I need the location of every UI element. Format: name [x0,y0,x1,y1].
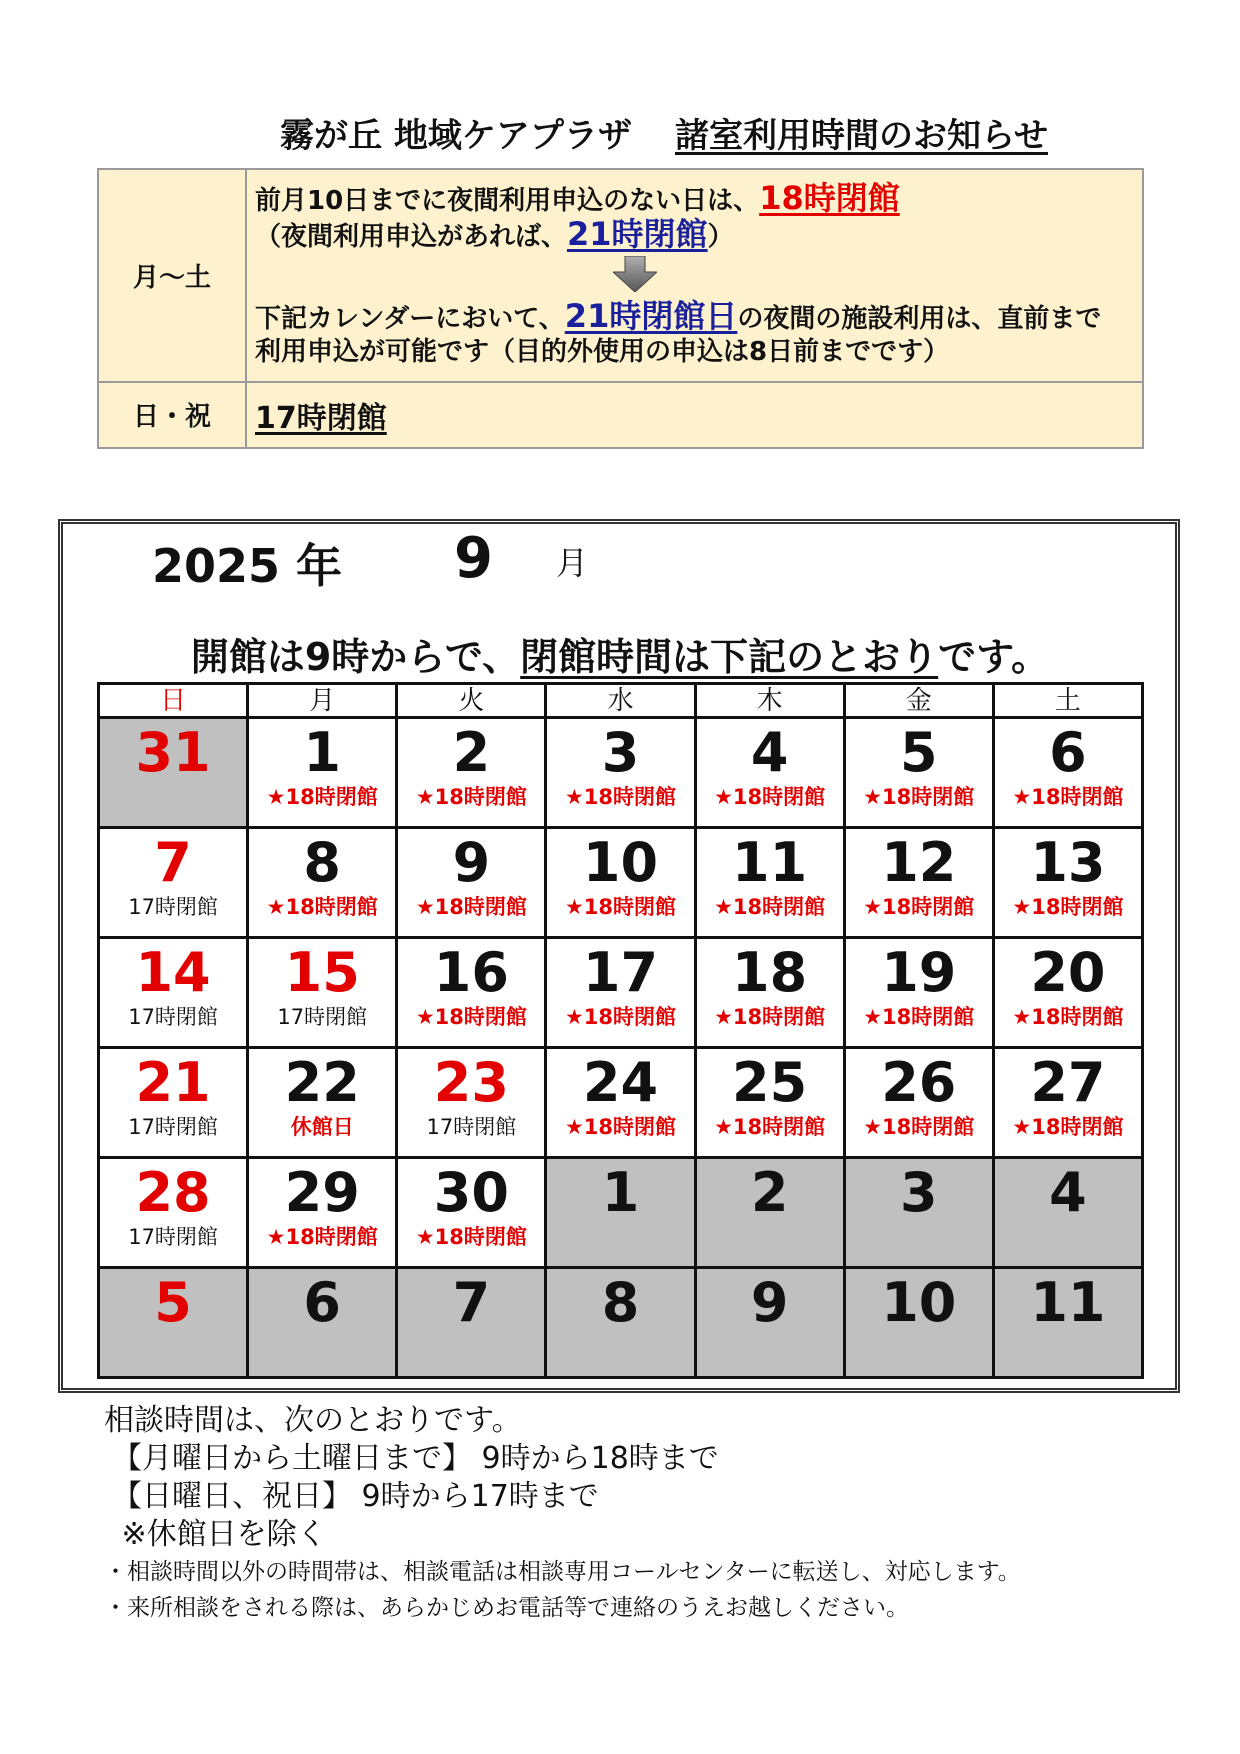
calendar-day-cell [695,1048,844,1158]
closing-note: ★18時閉館 [714,1005,826,1029]
day-number: 10 [582,831,659,894]
closing-note: ★18時閉館 [714,785,826,809]
day-number: 24 [582,1051,659,1114]
day-number: 6 [1049,721,1087,784]
day-number: 1 [601,1161,640,1224]
closing-note: ★18時閉館 [1012,1005,1124,1029]
holiday-label: 日・祝 [98,382,246,448]
calendar-day-cell [397,938,546,1048]
closing-note: ★18時閉館 [564,895,677,919]
calendar-day-cell [248,718,397,828]
calendar-day-cell [695,1268,844,1378]
calendar-year: 2025 年 [152,539,343,593]
calendar-week-row [99,718,1143,828]
day-number: 17 [582,941,659,1004]
calendar-day-cell [844,1268,993,1378]
weekday-row [98,169,1143,382]
info-line-2-suffix: ） [707,221,734,252]
calendar-day-cell [844,938,993,1048]
consult-note-callcenter: ・相談時間以外の時間帯は、相談電話は相談専用コールセンターに転送し、対応します。 [104,1559,1021,1585]
day-number: 26 [881,1051,957,1114]
calendar-day-cell [695,828,844,938]
day-number: 11 [1030,1271,1106,1334]
day-number: 27 [1030,1051,1106,1114]
day-number: 31 [135,721,211,784]
day-number: 21 [135,1051,211,1114]
day-number: 2 [452,721,491,784]
closing-note: ★18時閉館 [863,1005,975,1029]
day-number: 9 [750,1271,789,1334]
calendar-day-cell [99,1048,248,1158]
calendar-day-cell [546,718,695,828]
calendar-day-cell [248,828,397,938]
day-number: 12 [881,831,957,894]
closing-note: ★18時閉館 [564,785,677,809]
closing-note: ★18時閉館 [415,1225,527,1249]
closing-note: 休館日 [290,1115,354,1139]
closing-21-highlight: 21時閉館 [567,214,708,253]
calendar-week-row [99,938,1143,1048]
page-title [0,108,1240,160]
day-number: 25 [732,1051,808,1114]
day-number: 6 [303,1271,341,1334]
holiday-row [98,382,1143,448]
calendar-day-cell [99,828,248,938]
calendar-week-row [99,1268,1143,1378]
day-number: 18 [732,941,808,1004]
notice-underlined: 閉館時間は下記のとおり [520,635,939,679]
calendar-day-cell [99,718,248,828]
day-number: 7 [452,1271,491,1334]
day-number: 20 [1030,941,1106,1004]
day-number: 8 [303,831,341,894]
closing-note: ★18時閉館 [266,895,378,919]
calendar-month: 9 [454,526,493,591]
calendar-day-cell [993,938,1142,1048]
calendar-day-cell [397,718,546,828]
notice-prefix: 開館は9時からで、 [190,635,521,679]
info-line-2-text: （夜間利用申込があれば、 [255,221,568,252]
closing-note: ★18時閉館 [863,1115,975,1139]
weekday-description [246,169,1143,382]
consultation-info [104,1402,1021,1626]
weekday-header: 火 [397,684,546,718]
day-number: 3 [601,721,640,784]
closing-note: ★18時閉館 [714,895,826,919]
hours-info-table [97,168,1144,449]
day-number: 2 [750,1161,789,1224]
info-line-3-suffix: の夜間の施設利用は、直前まで [737,303,1102,334]
closing-note: ★18時閉館 [1012,895,1124,919]
calendar-day-cell [248,938,397,1048]
closing-note: ★18時閉館 [266,1225,378,1249]
consult-holiday-hours: 【日曜日、祝日】 9時から17時まで [112,1479,599,1514]
closing-note: 17時閉館 [128,895,218,919]
day-number: 19 [881,941,957,1004]
closing-18-highlight: 18時閉館 [759,178,900,217]
weekday-header-row [99,684,1143,718]
calendar-week-row [99,1158,1143,1268]
closing-note: ★18時閉館 [863,785,975,809]
calendar-day-cell [546,938,695,1048]
info-line-4: 利用申込が可能です（目的外使用の申込は8日前までです） [255,336,950,367]
calendar-day-cell [99,938,248,1048]
weekday-header: 月 [248,684,397,718]
day-number: 16 [433,941,509,1004]
day-number: 22 [284,1051,360,1114]
day-number: 7 [154,831,192,894]
consult-exception: ※休館日を除く [112,1517,327,1552]
weekday-header: 土 [993,684,1142,718]
calendar-day-cell [397,1268,546,1378]
closing-note: ★18時閉館 [1012,785,1124,809]
calendar-week-row [99,1048,1143,1158]
calendar-day-cell [993,1268,1142,1378]
calendar-grid [97,682,1144,1379]
calendar-day-cell [844,1158,993,1268]
closing-note: 17時閉館 [128,1225,218,1249]
day-number: 28 [135,1161,211,1224]
facility-name: 霧が丘 地域ケアプラザ [280,116,632,156]
calendar-week-row [99,828,1143,938]
calendar-day-cell [99,1158,248,1268]
calendar-day-cell [844,1048,993,1158]
holiday-closing: 17時閉館 [255,400,387,436]
info-line-2 [255,214,1142,254]
weekday-header: 水 [546,684,695,718]
weekday-header: 日 [99,684,248,718]
consult-note-visit: ・来所相談をされる際は、あらかじめお電話等で連絡のうえお越しください。 [104,1595,909,1621]
day-number: 1 [303,721,341,784]
day-number: 30 [433,1161,509,1224]
day-number: 4 [1049,1161,1087,1224]
day-number: 23 [433,1051,509,1114]
closing-note: 17時閉館 [277,1005,368,1029]
calendar-day-cell [844,718,993,828]
closing-note: ★18時閉館 [415,1005,527,1029]
closing-note: ★18時閉館 [415,895,527,919]
notice-suffix: です。 [938,635,1050,679]
weekday-header: 金 [844,684,993,718]
calendar-day-cell [248,1158,397,1268]
calendar-day-cell [397,1158,546,1268]
day-number: 5 [154,1271,192,1334]
calendar-day-cell [695,718,844,828]
consult-intro: 相談時間は、次のとおりです。 [104,1403,522,1438]
day-number: 15 [284,941,360,1004]
day-number: 11 [732,831,808,894]
calendar-day-cell [844,828,993,938]
closing-note: 17時閉館 [128,1115,218,1139]
closing-note: ★18時閉館 [714,1115,826,1139]
info-line-3-text: 下記カレンダーにおいて、 [255,303,565,334]
weekday-label: 月～土 [98,169,246,382]
calendar-day-cell [993,718,1142,828]
day-number: 3 [899,1161,938,1224]
calendar-day-cell [993,1048,1142,1158]
calendar-day-cell [695,938,844,1048]
closing-note: ★18時閉館 [564,1115,677,1139]
day-number: 9 [452,831,491,894]
consult-weekday-hours: 【月曜日から土曜日まで】 9時から18時まで [112,1441,719,1476]
day-number: 14 [135,941,211,1004]
closing-note: 17時閉館 [128,1005,218,1029]
closing-note: ★18時閉館 [564,1005,677,1029]
calendar-day-cell [695,1158,844,1268]
info-line-1-text: 前月10日までに夜間利用申込のない日は、 [255,185,760,216]
calendar-day-cell [99,1268,248,1378]
calendar-day-cell [546,1158,695,1268]
opening-notice [0,626,1240,681]
calendar-day-cell [397,1048,546,1158]
calendar-day-cell [248,1268,397,1378]
calendar-month-unit: 月 [556,544,589,582]
day-number: 13 [1030,831,1106,894]
calendar-day-cell [248,1048,397,1158]
closing-note: 17時閉館 [426,1115,517,1139]
day-number: 10 [881,1271,957,1334]
day-number: 4 [750,721,789,784]
calendar-day-cell [993,828,1142,938]
closing-note: ★18時閉館 [415,785,527,809]
calendar-day-cell [546,1268,695,1378]
info-line-1 [255,178,1142,218]
day-number: 29 [284,1161,360,1224]
calendar-day-cell [397,828,546,938]
day-number: 8 [601,1271,640,1334]
weekday-header: 木 [695,684,844,718]
calendar-day-cell [993,1158,1142,1268]
calendar-day-cell [546,1048,695,1158]
closing-note: ★18時閉館 [1012,1115,1124,1139]
closing-21-day-highlight: 21時閉館日 [564,296,738,335]
title-subject: 諸室利用時間のお知らせ [675,116,1048,156]
closing-note: ★18時閉館 [863,895,975,919]
closing-note: ★18時閉館 [266,785,378,809]
info-line-3 [255,296,1142,336]
calendar-day-cell [546,828,695,938]
down-arrow-icon [613,256,657,292]
day-number: 5 [899,721,938,784]
